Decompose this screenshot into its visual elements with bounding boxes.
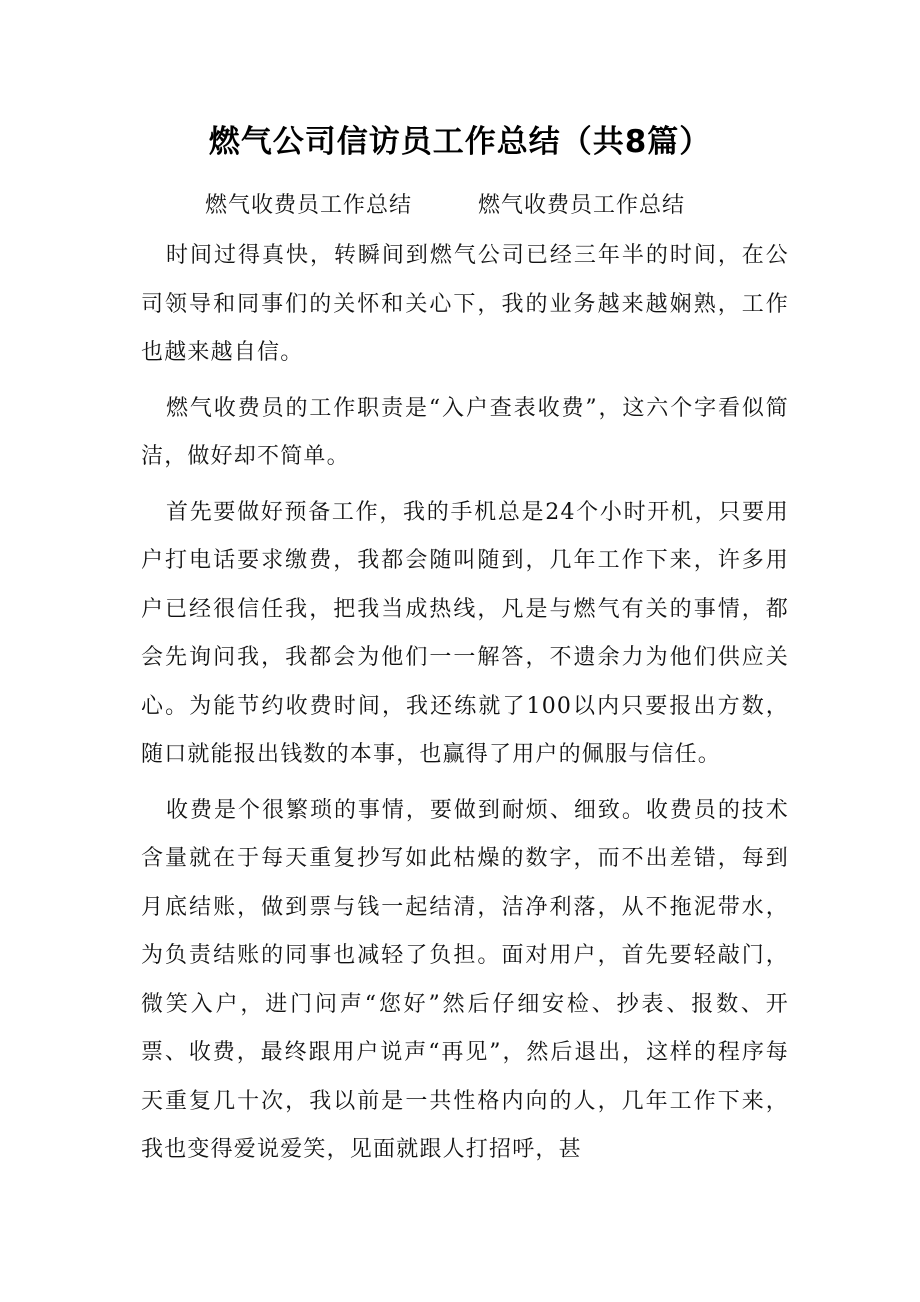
subtitle-right: 燃气收费员工作总结: [478, 193, 686, 218]
paragraph-duties: 燃气收费员的工作职责是“入户查表收费”，这六个字看似简洁，做好却不简单。: [141, 395, 789, 469]
paragraph-intro: 时间过得真快，转瞬间到燃气公司已经三年半的时间，在公司领导和同事们的关怀和关心下，我的业务越来越娴熟，工作也越来越自信。: [141, 243, 789, 365]
paragraph-preparation: 首先要做好预备工作，我的手机总是24个小时开机，只要用户打电话要求缴费，我都会随叫随到，几年工作下来，许多用户已经很信任我，把我当成热线，凡是与燃气有关的事情，都会先询问我，我都会为他们一一解答，不遗余力为他们供应关心。为能节约收费时间，我还练就了100以内只要报出方数，随口就能报出钱数的本事，也赢得了用户的佩服与信任。: [141, 499, 789, 767]
paragraph-collection: 收费是个很繁琐的事情，要做到耐烦、细致。收费员的技术含量就在于每天重复抄写如此枯燥的数字，而不出差错，每到月底结账，做到票与钱一起结清，洁净利落，从不拖泥带水，为负责结账的同事也减轻了负担。面对用户，首先要轻敲门，微笑入户，进门问声“您好”然后仔细安检、抄表、报数、开票、收费，最终跟用户说声“再见”，然后退出，这样的程序每天重复几十次，我以前是一共性格内向的人，几年工作下来，我也变得爱说爱笑，见面就跟人打招呼，甚: [141, 797, 789, 1162]
document-title: 燃气公司信访员工作总结（共8篇）: [208, 124, 712, 160]
subtitle-left: 燃气收费员工作总结: [205, 193, 413, 218]
subtitle-row: [0, 186, 920, 226]
document-body: [141, 232, 789, 1182]
